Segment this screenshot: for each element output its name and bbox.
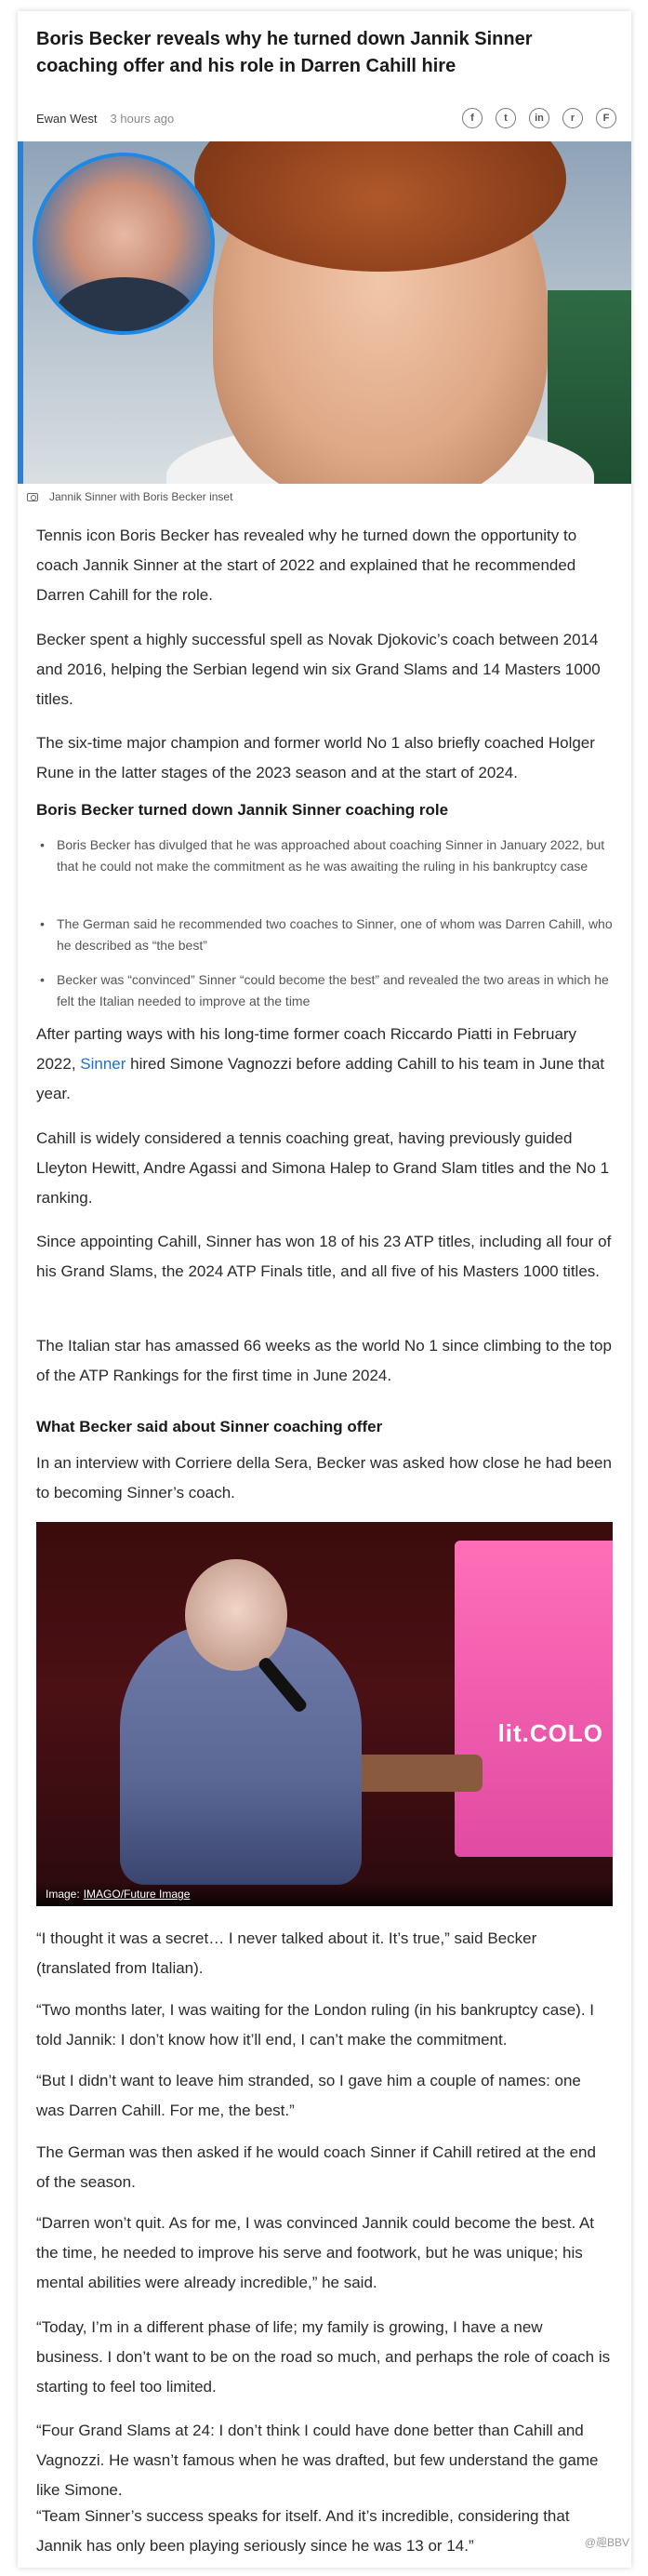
linkedin-icon[interactable]: in xyxy=(529,108,549,128)
share-bar xyxy=(462,108,616,128)
sinner-link[interactable]: Sinner xyxy=(80,1055,126,1073)
paragraph: In an interview with Corriere della Sera, Becker was asked how close he had been to becoming Sinner’s coach. xyxy=(36,1454,612,1502)
list-item: • The German said he recommended two coaches to Sinner, one of whom was Darren Cahill, who he described as “the best” xyxy=(36,914,613,956)
twitter-icon[interactable]: t xyxy=(496,108,516,128)
paragraph: “I thought it was a secret… I never talked about it. It’s true,” said Becker (translated from Italian). xyxy=(36,1929,537,1977)
paragraph: “Darren won’t quit. As for me, I was convinced Jannik could become the best. At the time, he needed to improve his serve and footwork, but he was unique; his mental abilities were already incredible,” he said. xyxy=(36,2214,595,2291)
reddit-icon[interactable]: r xyxy=(562,108,583,128)
paragraph-text: After parting ways with his long-time former coach Riccardo Piatti in February 2022, xyxy=(36,1025,577,1073)
list-item: • Becker was “convinced” Sinner “could become the best” and revealed the two areas in which he felt the Italian needed to improve at the time xyxy=(36,969,613,1012)
hero-accent-bar xyxy=(18,141,23,484)
watermark: @趣BBV xyxy=(584,2536,629,2549)
paragraph: “Two months later, I was waiting for the London ruling (in his bankruptcy case). I told Jannik: I don’t know how it’ll end, I can’t make the commitment. xyxy=(36,2001,595,2049)
article-card xyxy=(18,11,631,2568)
stage-screen-text: lit.COLO xyxy=(497,1719,603,1747)
facebook-icon[interactable]: f xyxy=(462,108,483,128)
paragraph xyxy=(36,1020,613,1109)
hero-caption xyxy=(27,487,232,506)
paragraph: “But I didn’t want to leave him stranded, so I gave him a couple of names: one was Darren Cahill. For me, the best.” xyxy=(36,2072,581,2119)
inset-portrait xyxy=(33,153,215,335)
paragraph: Cahill is widely considered a tennis coaching great, having previously guided Lleyton Hewitt, Andre Agassi and Simona Halep to Grand Slam titles and the No 1 ranking. xyxy=(36,1129,610,1207)
paragraph: The German was then asked if he would coach Sinner if Cahill retired at the end of the season. xyxy=(36,2143,596,2191)
paragraph: Tennis icon Boris Becker has revealed why he turned down the opportunity to coach Jannik Sinner at the start of 2022 and explained that he recommended Darren Cahill for the role. xyxy=(36,527,577,604)
paragraph: Becker spent a highly successful spell as Novak Djokovic’s coach between 2014 and 2016, helping the Serbian legend win six Grand Slams and 14 Masters 1000 titles. xyxy=(36,631,601,708)
camera-icon xyxy=(27,493,38,501)
paragraph: The six-time major champion and former world No 1 also briefly coached Holger Rune in the latter stages of the 2023 season and at the start of 2024. xyxy=(36,734,595,781)
stage-chair xyxy=(343,1755,483,1792)
section-title: What Becker said about Sinner coaching offer xyxy=(36,1418,383,1435)
author-name[interactable]: Ewan West xyxy=(36,111,98,126)
speaker-head xyxy=(185,1559,287,1671)
hero-caption-text: Jannik Sinner with Boris Becker inset xyxy=(49,490,233,503)
section-title: Boris Becker turned down Jannik Sinner coaching role xyxy=(36,801,449,819)
paragraph: “Today, I’m in a different phase of life; my family is growing, I have a new business. I don’t want to be on the road so much, and perhaps the role of coach is starting to feel too limited. xyxy=(36,2318,611,2396)
paragraph: The Italian star has amassed 66 weeks as the world No 1 since climbing to the top of the ATP Rankings for the first time in June 2024. xyxy=(36,1337,612,1384)
photo-credit-prefix: Image: xyxy=(46,1888,80,1901)
stage-screen xyxy=(455,1541,613,1857)
article-meta xyxy=(36,108,174,128)
becker-stage-photo xyxy=(36,1522,613,1906)
list-item: • Boris Becker has divulged that he was approached about coaching Sinner in January 2022, but that he could not make the commitment as he was awaiting the ruling in his bankruptcy case xyxy=(36,834,613,877)
paragraph-text: hired Simone Vagnozzi before adding Cahill to his team in June that year. xyxy=(36,1055,605,1102)
article-headline: Boris Becker reveals why he turned down Jannik Sinner coaching offer and his role in Darren Cahill hire xyxy=(36,29,533,76)
photo-credit-link[interactable]: IMAGO/Future Image xyxy=(83,1888,191,1901)
hero-image xyxy=(18,141,631,484)
paragraph: Since appointing Cahill, Sinner has won 18 of his 23 ATP titles, including all four of his Grand Slams, the 2024 ATP Finals title, and all five of his Masters 1000 titles. xyxy=(36,1233,612,1280)
flipboard-icon[interactable]: F xyxy=(596,108,616,128)
paragraph: “Four Grand Slams at 24: I don’t think I could have done better than Cahill and Vagnozzi. He wasn’t famous when he was drafted, but few understand the game like Simone. xyxy=(36,2422,599,2499)
inset-suit xyxy=(55,277,194,335)
publish-time: 3 hours ago xyxy=(110,111,175,126)
photo-credit xyxy=(36,1882,613,1906)
paragraph: “Team Sinner’s success speaks for itself. And it’s incredible, considering that Jannik has only been playing seriously since he was 13 or 14.” xyxy=(36,2507,570,2555)
